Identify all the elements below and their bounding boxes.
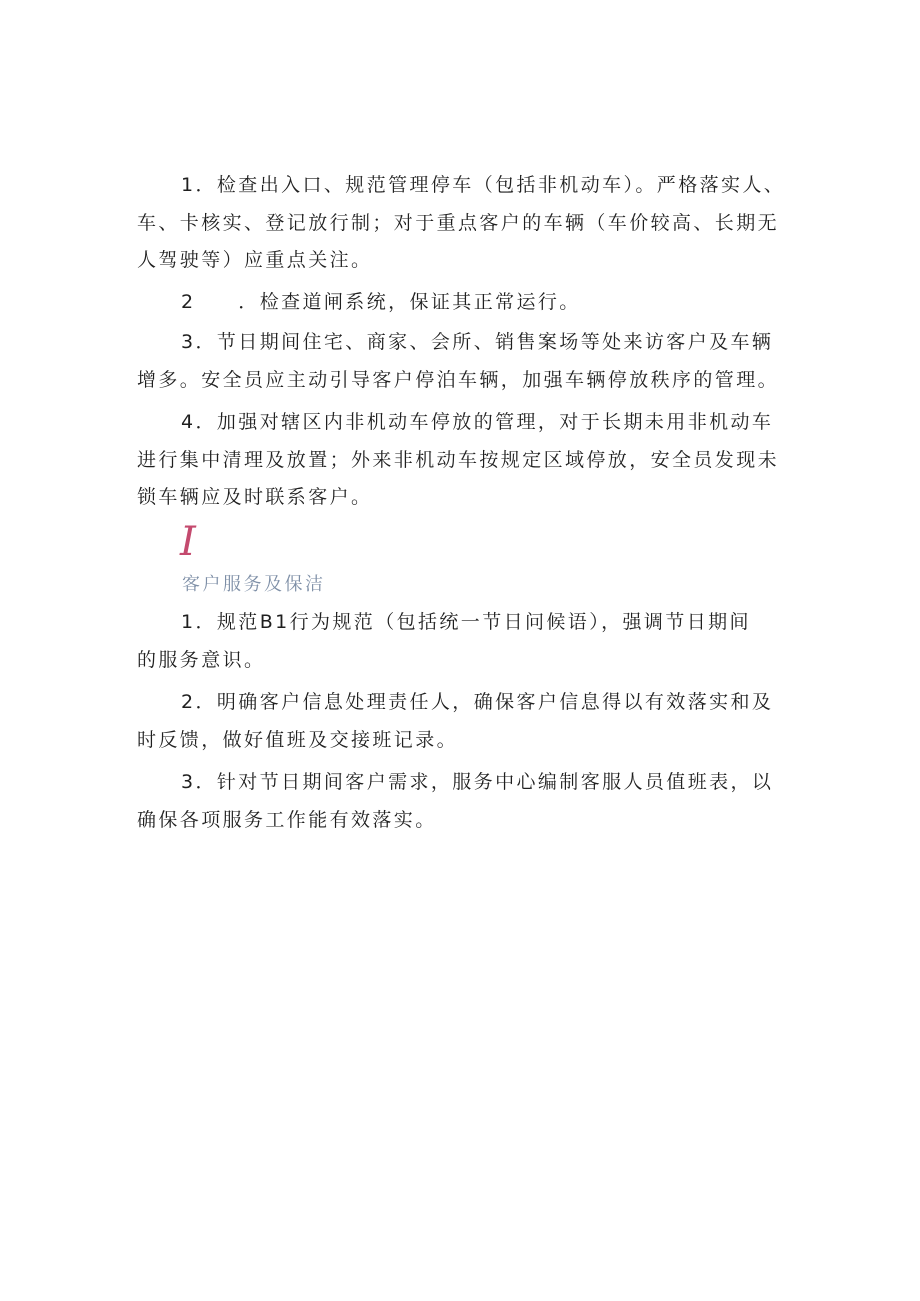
line: 人驾驶等）应重点关注。 [137, 249, 373, 271]
security-item-3 [137, 324, 787, 399]
section-heading: 客户服务及保洁 [182, 574, 326, 595]
line: 4．加强对辖区内非机动车停放的管理，对于长期未用非机动车 [181, 411, 774, 433]
line: 确保各项服务工作能有效落实。 [137, 808, 437, 831]
line: 3．针对节日期间客户需求，服务中心编制客服人员值班表，以 [181, 771, 774, 793]
section-mark: I [180, 519, 196, 565]
security-item-2 [137, 284, 787, 322]
line: 时反馈，做好值班及交接班记录。 [137, 728, 459, 751]
service-item-3 [137, 764, 787, 839]
service-item-2 [137, 684, 787, 759]
line: 锁车辆应及时联系客户。 [137, 486, 373, 508]
line: 3．节日期间住宅、商家、会所、销售案场等处来访客户及车辆 [181, 331, 774, 353]
line: 车、卡核实、登记放行制；对于重点客户的车辆（车价较高、长期无 [137, 211, 780, 234]
line: 2 ．检查道闸系统，保证其正常运行。 [181, 291, 581, 313]
line: 2．明确客户信息处理责任人，确保客户信息得以有效落实和及 [181, 691, 774, 713]
service-item-1 [137, 604, 787, 679]
line: 1．检查出入口、规范管理停车（包括非机动车）。严格落实人、 [181, 174, 786, 196]
line: 进行集中清理及放置；外来非机动车按规定区域停放，安全员发现未 [137, 448, 780, 471]
security-item-1 [137, 167, 787, 280]
line: 增多。安全员应主动引导客户停泊车辆，加强车辆停放秩序的管理。 [137, 368, 780, 391]
security-item-4 [137, 404, 787, 517]
line: 1．规范B1行为规范（包括统一节日问候语），强调节日期间 [181, 611, 751, 633]
line: 的服务意识。 [137, 648, 266, 671]
